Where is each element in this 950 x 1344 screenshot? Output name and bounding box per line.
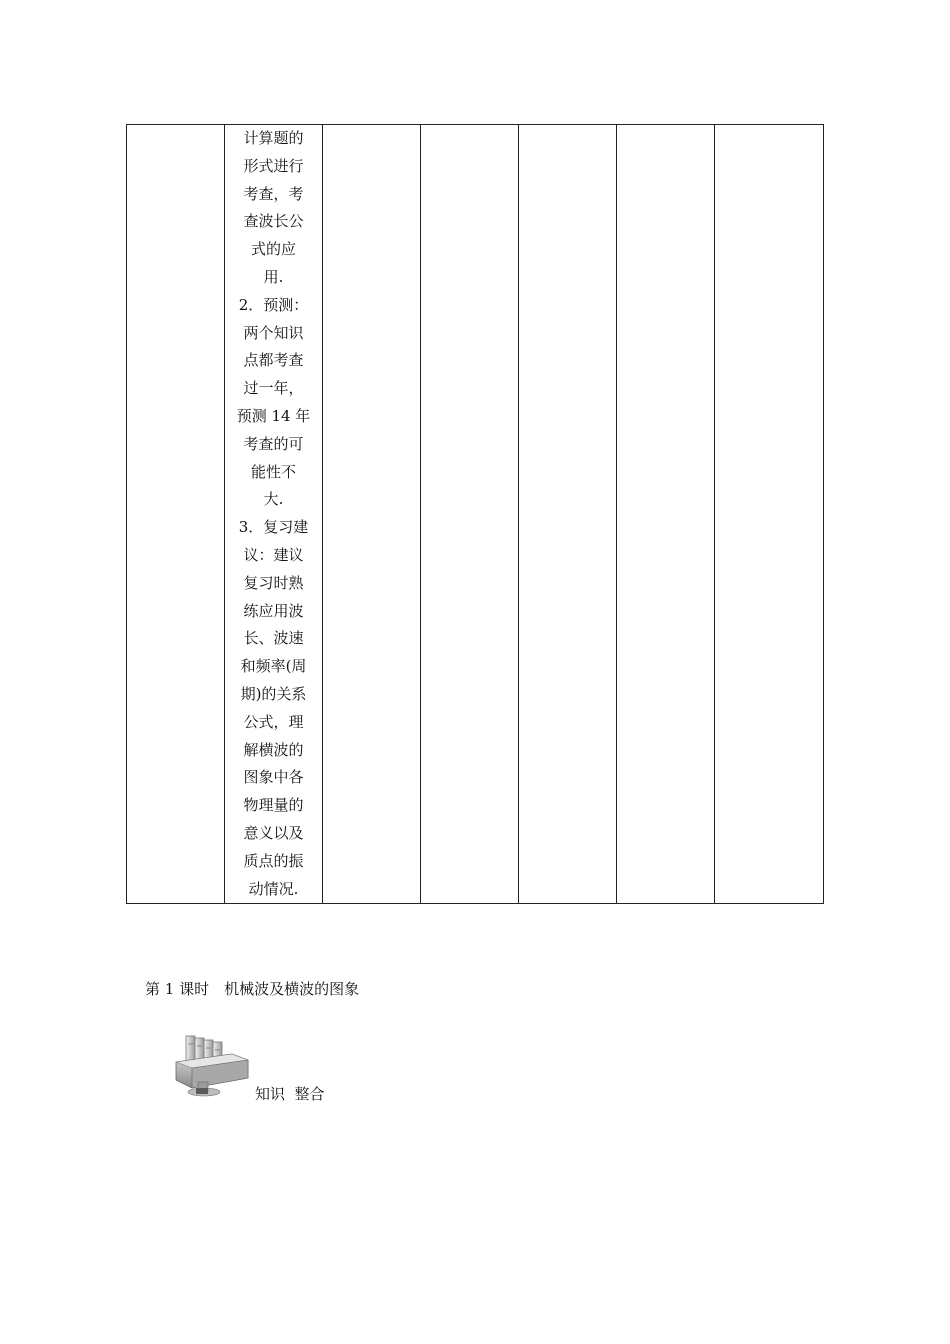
cell-line: 期)的关系 <box>240 684 307 703</box>
table-row <box>127 125 824 904</box>
cell-line: 图象中各 <box>243 768 304 787</box>
cell-line: 公式，理 <box>243 712 304 731</box>
books-on-computer-icon <box>174 1032 252 1100</box>
cell-line: 计算题的 <box>243 129 304 147</box>
cell-line: 意义以及 <box>243 823 304 842</box>
section-label: 知识 整合 <box>255 1085 325 1103</box>
cell-line: 动情况. <box>248 879 299 898</box>
cell-line: 用. <box>263 267 284 286</box>
cell-line: 考查，考 <box>243 184 304 203</box>
cell-line: 查波长公 <box>243 212 304 231</box>
cell-line: 议：建议 <box>243 545 304 564</box>
content-table <box>126 124 824 904</box>
cell-line: 质点的振 <box>243 851 304 870</box>
cell-line: 点都考查 <box>243 351 304 370</box>
cell-line: 式的应 <box>250 240 296 259</box>
cell-line: 解横波的 <box>243 740 304 759</box>
cell-line: 考查的可 <box>243 434 304 453</box>
cell-line: 物理量的 <box>243 796 304 815</box>
cell-line: 2．预测： <box>238 295 309 314</box>
table-cell-analysis <box>225 125 323 904</box>
table-cell-empty-6 <box>617 125 715 904</box>
cell-line: 3．复习建 <box>238 518 309 537</box>
table-cell-empty-3 <box>323 125 421 904</box>
cell-line: 过一年， <box>243 379 304 398</box>
cell-line: 练应用波 <box>243 601 304 620</box>
cell-line: 两个知识 <box>243 323 304 342</box>
cell-line: 复习时熟 <box>243 573 304 592</box>
lesson-title: 第 1 课时 机械波及横波的图象 <box>145 980 360 998</box>
table-cell-empty-1 <box>127 125 225 904</box>
analysis-text <box>225 125 322 903</box>
cell-line: 和频率(周 <box>240 657 307 676</box>
table-cell-empty-7 <box>715 125 824 904</box>
table-cell-empty-4 <box>421 125 519 904</box>
cell-line: 大. <box>263 490 284 509</box>
cell-line: 长、波速 <box>243 629 304 648</box>
cell-line: 形式进行 <box>243 156 304 175</box>
cell-line: 预测 14 年 <box>236 406 311 425</box>
table-cell-empty-5 <box>519 125 617 904</box>
cell-line: 能性不 <box>250 462 296 481</box>
